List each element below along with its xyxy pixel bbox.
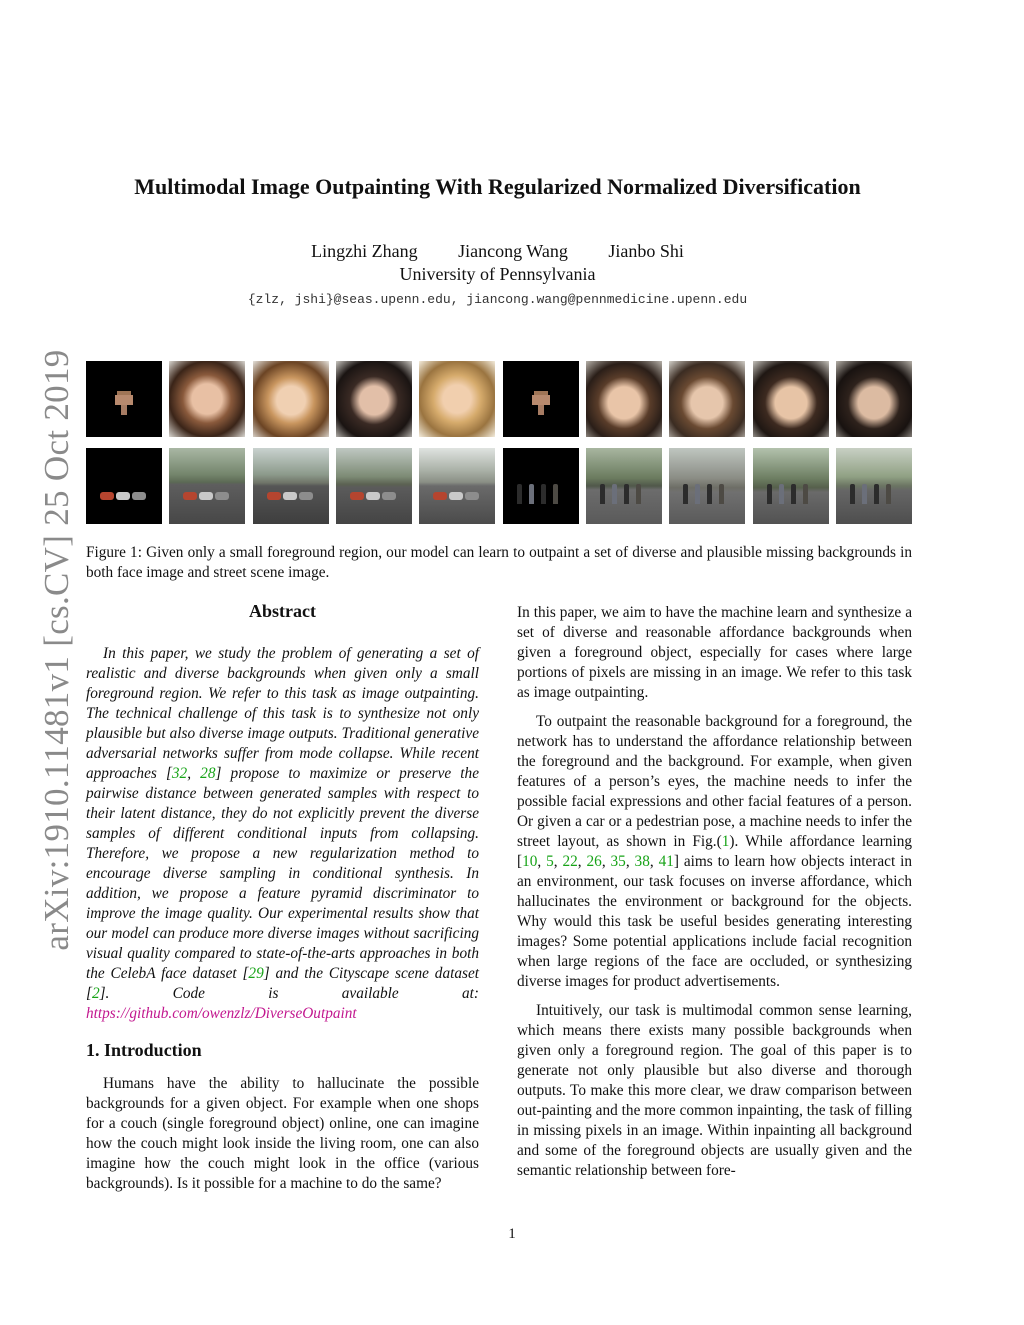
- intro-paragraph: Humans have the ability to hallucinate the possible backgrounds for a given object. For example when one shops for a couch (single foreground object) online, one can imagine how the couch might look inside the living room, one can also imagine how the couch might look in the office (various backgrounds). Is it possible for a machine to do the same?: [86, 1075, 479, 1192]
- arxiv-stamp: arXiv:1910.11481v1 [cs.CV] 25 Oct 2019: [37, 349, 76, 951]
- citation-link[interactable]: 26: [586, 853, 602, 870]
- face-output-image: [836, 361, 912, 437]
- code-url-link[interactable]: https://github.com/owenzlz/DiverseOutpaint: [86, 1005, 357, 1022]
- street-output-image: [669, 448, 745, 524]
- paragraph: To outpaint the reasonable background for a foreground, the network has to understand the affordance relationship between the foreground and the background. For example, when given features of a person’s eyes, the machine needs to infer the possible facial expressions and other facial features of a person. Or given a car or a pedestrian pose, a machine needs to infer the street layout, as shown in Fig.(1). While affordance learning [10, 5, 22, 26, 35, 38, 41] aims to learn how objects interact in an environment, our task focuses on inverse affordance, which hallucinates the environment or background for the objects. Why would this task be useful besides generating interesting images? Some potential applications include facial recognition when large regions of the face are occluded, or synthesizing diverse images for product advertisements.: [517, 713, 913, 990]
- face-output-image: [586, 361, 662, 437]
- street-output-image: [169, 448, 245, 524]
- street-input-mask-image: [86, 448, 162, 524]
- citation-link[interactable]: 10: [522, 853, 538, 870]
- citation-link[interactable]: 32: [171, 765, 188, 782]
- citation-link[interactable]: 35: [610, 853, 626, 870]
- section-heading-introduction: 1. Introduction: [86, 1040, 202, 1060]
- face-output-image: [253, 361, 329, 437]
- face-input-mask-image: [86, 361, 162, 437]
- street-output-image: [419, 448, 495, 524]
- affiliation: University of Pennsylvania: [399, 264, 596, 284]
- page-number: 1: [508, 1226, 516, 1242]
- citation-link[interactable]: 38: [634, 853, 650, 870]
- street-output-image: [753, 448, 829, 524]
- face-output-image: [419, 361, 495, 437]
- figure-face-row: [86, 361, 912, 437]
- citation-link[interactable]: 28: [200, 765, 216, 782]
- street-output-image: [336, 448, 412, 524]
- street-input-mask-image: [503, 448, 579, 524]
- face-output-image: [753, 361, 829, 437]
- abstract-heading: Abstract: [249, 601, 316, 621]
- face-output-image: [336, 361, 412, 437]
- author-name: Jianbo Shi: [608, 241, 684, 261]
- face-input-mask-image: [503, 361, 579, 437]
- figure-caption: Figure 1: Given only a small foreground region, our model can learn to outpaint a set of diverse and plausible missing backgrounds in both face image and street scene image.: [86, 544, 912, 581]
- paper-title: Multimodal Image Outpainting With Regularized Normalized Diversification: [134, 174, 861, 199]
- face-output-image: [669, 361, 745, 437]
- citation-link[interactable]: 2: [91, 985, 100, 1002]
- author-name: Jiancong Wang: [458, 241, 568, 261]
- citation-link[interactable]: 22: [562, 853, 578, 870]
- face-output-image: [169, 361, 245, 437]
- author-name: Lingzhi Zhang: [311, 241, 418, 261]
- right-column-text: [517, 603, 912, 1190]
- citation-link[interactable]: 29: [248, 965, 264, 982]
- abstract-text: In this paper, we study the problem of generating a set of realistic and diverse backgrounds when given only a small foreground region. We refer to this task as image outpainting. The technical challenge of this task is to synthesize not only plausible but also diverse image outputs. Traditional generative adversarial networks suffer from mode collapse. While recent approaches [32, 28] propose to maximize or preserve the pairwise distance between generated samples with respect to their latent distance, they do not explicitly prevent the diverse samples of different conditional inputs from collapsing. Therefore, we propose a new regularization method to encourage diverse sampling in conditional synthesis. In addition, we propose a feature pyramid discriminator to improve the image quality. Our experimental results show that our model can produce more diverse images without sacrificing visual quality compared to state-of-the-arts approaches in both the CelebA face dataset [29] and the Cityscape scene dataset [2]. Code is available at: https://github.com/owenzlz/DiverseOutpaint: [86, 645, 479, 1022]
- street-output-image: [253, 448, 329, 524]
- figure-ref-link[interactable]: 1: [721, 833, 730, 850]
- figure-street-row: [86, 448, 912, 524]
- street-output-image: [836, 448, 912, 524]
- author-emails: {zlz, jshi}@seas.upenn.edu, jiancong.wang@pennmedicine.upenn.edu: [247, 292, 748, 307]
- author-list: [90, 241, 905, 262]
- paragraph: Intuitively, our task is multimodal common sense learning, which means there exists many possible backgrounds when given only a foreground region. The goal of this paper is to generate not only plausible but also diverse and thorough outputs. To make this more clear, we draw comparison between out-painting and the more common inpainting, the task of filling in missing pixels in an image. Within inpainting all background and some of the foreground objects are usually given and the semantic relationship between fore-: [517, 1002, 912, 1179]
- citation-link[interactable]: 41: [658, 853, 674, 870]
- street-output-image: [586, 448, 662, 524]
- citation-link[interactable]: 5: [546, 853, 554, 870]
- paragraph: In this paper, we aim to have the machine learn and synthesize a set of diverse and reasonable affordance backgrounds when given a foreground object, especially for cases where large portions of pixels are missing in an image. We refer to this task as image outpainting.: [517, 604, 912, 701]
